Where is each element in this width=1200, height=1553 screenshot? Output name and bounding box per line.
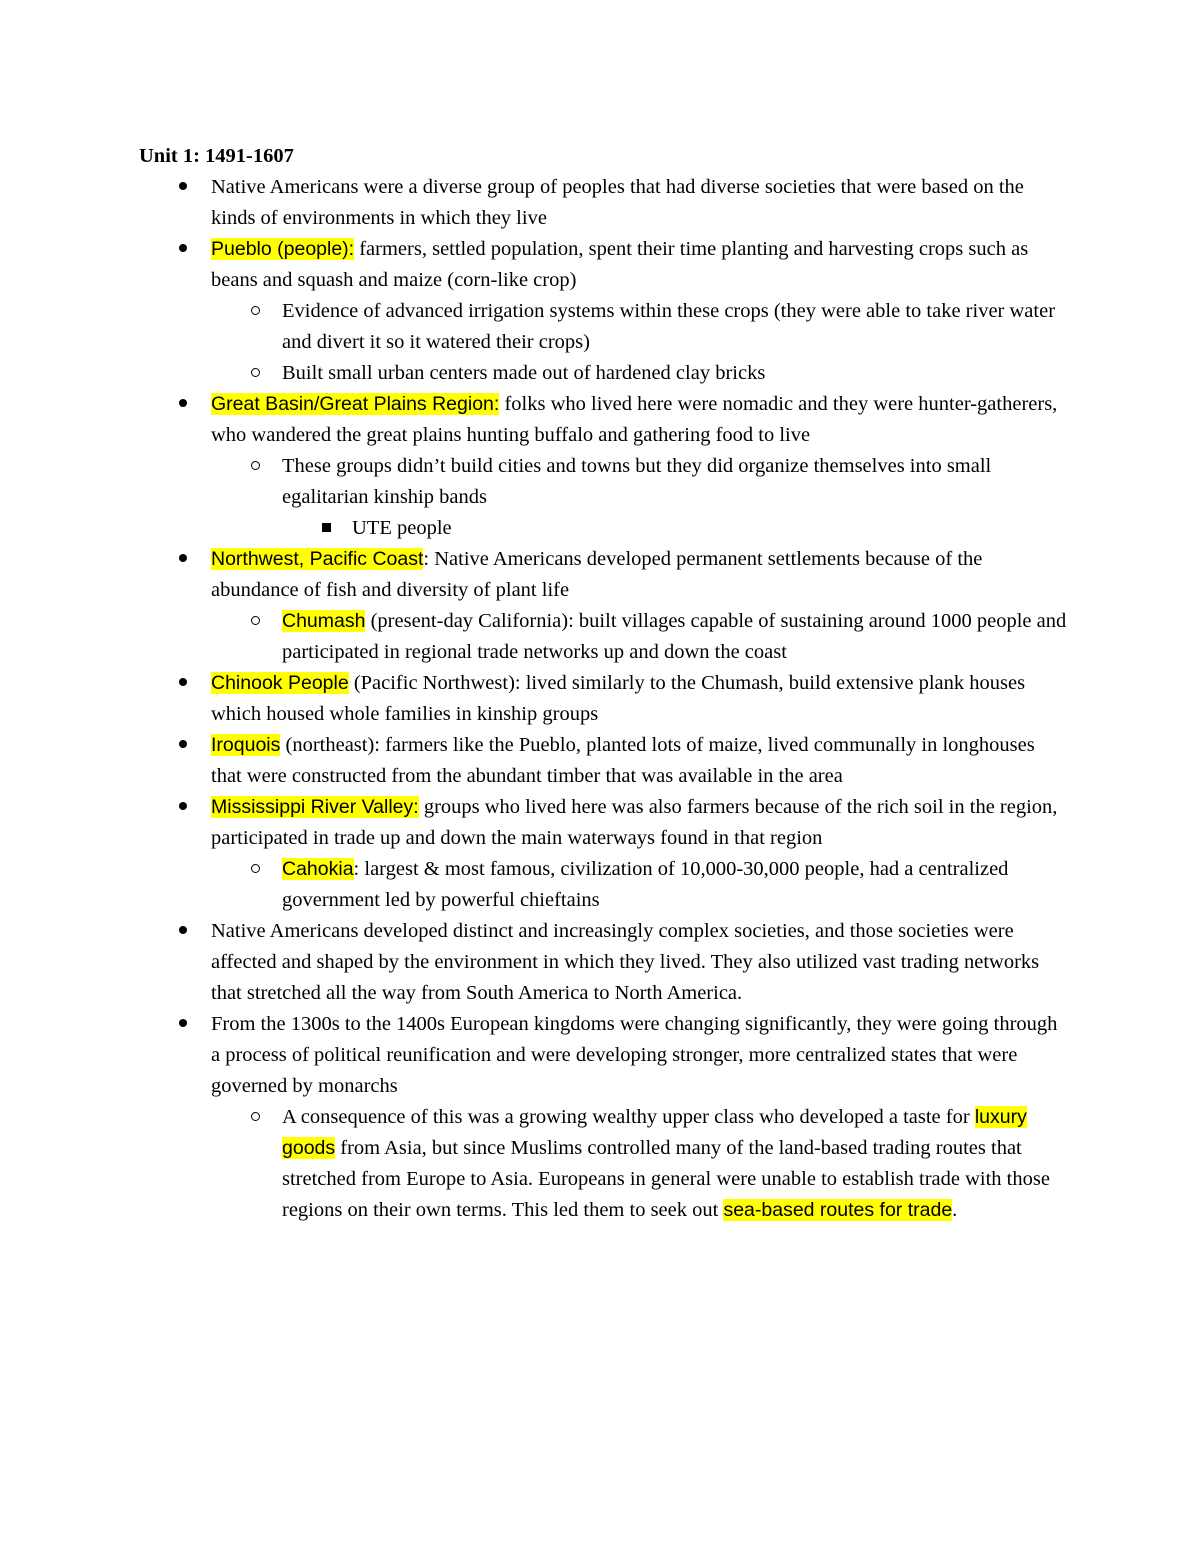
item-text: groups who lived here was also farmers because of the rich soil in the region, participated in trade up and down the main waterways found in that region [211,796,1058,849]
list-item [139,1009,1069,1102]
list-item [139,234,1069,296]
filled-circle-bullet-icon [173,1009,193,1040]
filled-circle-bullet-icon [173,172,193,203]
item-text: (northeast): farmers like the Pueblo, planted lots of maize, lived communally in longhouses that were constructed from the abundant timber that was available in the area [211,734,1035,787]
item-text: from Asia, but since Muslims controlled many of the land-based trading routes that stretched from Europe to Asia. Europeans in general were unable to establish trade with those regions on their own terms. This led them to seek out [282,1137,1050,1221]
filled-circle-bullet-icon [173,916,193,947]
highlighted-term: Mississippi River Valley: [211,796,419,818]
highlighted-term: Great Basin/Great Plains Region: [211,393,500,415]
list-item [139,544,1069,606]
item-text: Native Americans developed distinct and increasingly complex societies, and those societies were affected and shaped by the environment in which they lived. They also utilized vast trading networks that stretched all the way from South America to North America. [211,920,1040,1004]
list-item [139,668,1069,730]
item-text: Native Americans were a diverse group of peoples that had diverse societies that were based on the kinds of environments in which they live [211,176,1024,229]
highlighted-term: Northwest, Pacific Coast [211,548,424,570]
page-title: Unit 1: 1491-1607 [139,145,294,167]
hollow-circle-bullet-icon [245,358,265,389]
item-text: Built small urban centers made out of hardened clay bricks [282,362,766,384]
filled-circle-bullet-icon [173,389,193,420]
list-item [139,606,1069,668]
document-page [139,141,1069,1226]
list-item [139,389,1069,451]
filled-circle-bullet-icon [173,730,193,761]
highlighted-term: sea-based routes for trade [723,1199,953,1221]
item-text: A consequence of this was a growing wealthy upper class who developed a taste for [282,1106,975,1128]
hollow-circle-bullet-icon [245,606,265,637]
highlighted-term: Pueblo (people): [211,238,355,260]
item-text: From the 1300s to the 1400s European kingdoms were changing significantly, they were going through a process of political reunification and were developing stronger, more centralized states that were governed by monarchs [211,1013,1058,1097]
item-text: These groups didn’t build cities and towns but they did organize themselves into small egalitarian kinship bands [282,455,992,508]
bullet-list [139,172,1069,1102]
item-text: : Native Americans developed permanent settlements because of the abundance of fish and diversity of plant life [211,548,983,601]
list-item [139,792,1069,854]
list-item [139,513,1069,544]
highlighted-term: Chinook People [211,672,349,694]
hollow-circle-bullet-icon [245,854,265,885]
list-item [139,1102,1069,1226]
list-item [139,296,1069,358]
hollow-circle-bullet-icon [245,451,265,482]
filled-circle-bullet-icon [173,668,193,699]
filled-circle-bullet-icon [173,544,193,575]
filled-circle-bullet-icon [173,792,193,823]
item-text: farmers, settled population, spent their time planting and harvesting crops such as beans and squash and maize (corn-like crop) [211,238,1029,291]
item-text: (Pacific Northwest): lived similarly to the Chumash, build extensive plank houses which housed whole families in kinship groups [211,672,1026,725]
highlighted-term: Iroquois [211,734,281,756]
item-text: UTE people [352,517,452,539]
list-item [139,730,1069,792]
item-text: (present-day California): built villages capable of sustaining around 1000 people and participated in regional trade networks up and down the coast [282,610,1067,663]
highlighted-term: Chumash [282,610,366,632]
list-item [139,854,1069,916]
list-item [139,172,1069,234]
hollow-circle-bullet-icon [245,296,265,327]
filled-circle-bullet-icon [173,234,193,265]
list-item [139,358,1069,389]
hollow-circle-bullet-icon [245,1102,265,1133]
item-text: folks who lived here were nomadic and they were hunter-gatherers, who wandered the great plains hunting buffalo and gathering food to live [211,393,1058,446]
item-text: Evidence of advanced irrigation systems within these crops (they were able to take river water and divert it so it watered their crops) [282,300,1056,353]
item-text: : largest & most famous, civilization of 10,000-30,000 people, had a centralized government led by powerful chieftains [282,858,1009,911]
bullet-list-tail [139,1102,1069,1226]
highlighted-term: luxury goods [282,1106,1027,1159]
list-item [139,451,1069,513]
item-text: . [952,1199,958,1221]
filled-square-bullet-icon [316,513,336,544]
list-item [139,916,1069,1009]
highlighted-term: Cahokia [282,858,354,880]
